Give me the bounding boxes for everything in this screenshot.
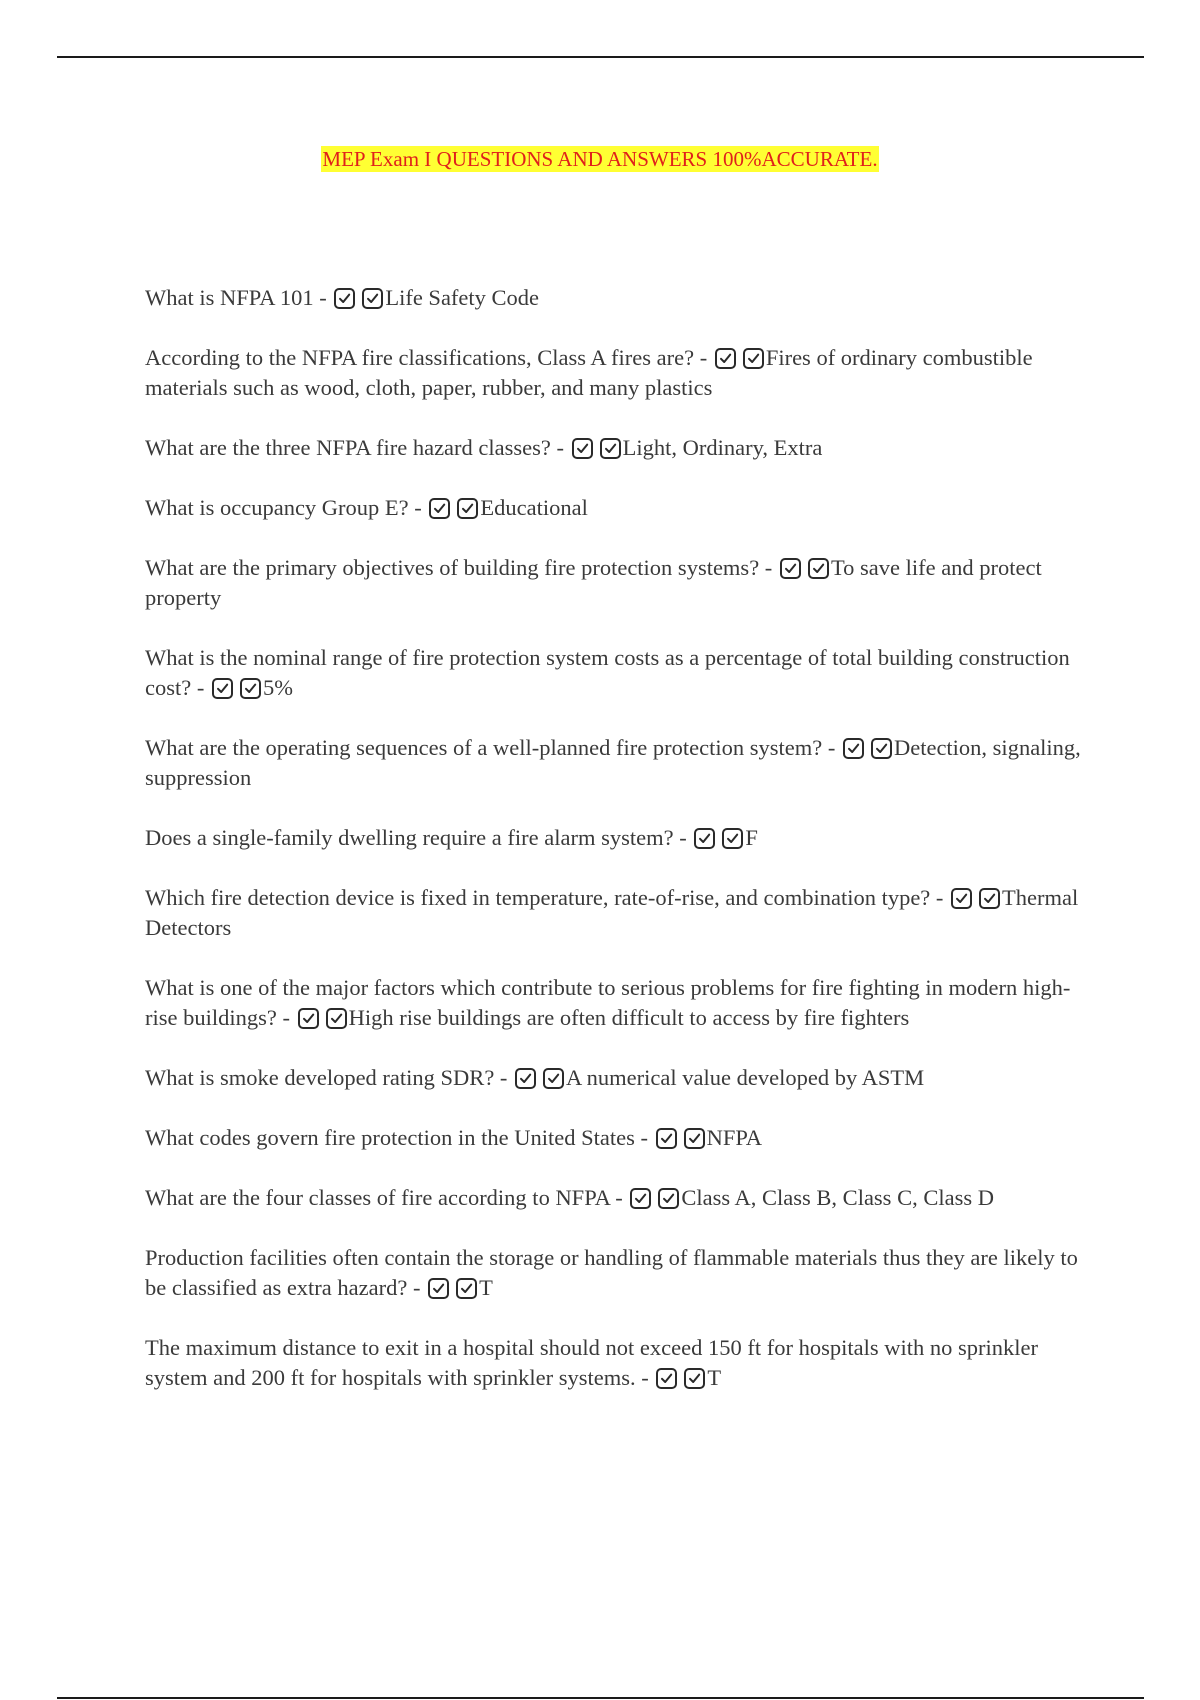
answer-text: T (479, 1275, 493, 1300)
answer-markers (630, 1183, 681, 1213)
answer-text: Light, Ordinary, Extra (622, 435, 823, 460)
checkbox-checked-icon (630, 1188, 651, 1209)
qa-list (145, 283, 1090, 1423)
checkbox-checked-icon (429, 498, 450, 519)
title-container (0, 146, 1200, 172)
checkbox-checked-icon (684, 1128, 705, 1149)
qa-item (145, 643, 1090, 703)
answer-text: Detection, signaling, suppression (145, 735, 1081, 790)
answer-text: Fires of ordinary combustible materials such as wood, cloth, paper, rubber, and many plastics (145, 345, 1033, 400)
question-text: Does a single-family dwelling require a fire alarm system? - (145, 825, 687, 850)
question-text: The maximum distance to exit in a hospital should not exceed 150 ft for hospitals with no sprinkler system and 200 ft for hospitals with sprinkler systems. - (145, 1335, 1038, 1390)
question-text: What is one of the major factors which contribute to serious problems for fire fighting in modern high-rise buildings? - (145, 975, 1071, 1030)
checkbox-checked-icon (871, 738, 892, 759)
checkbox-checked-icon (743, 348, 764, 369)
question-text: What are the four classes of fire according to NFPA - (145, 1185, 623, 1210)
answer-markers (334, 283, 385, 313)
answer-markers (429, 493, 480, 523)
answer-markers (515, 1063, 566, 1093)
question-text: What is the nominal range of fire protection system costs as a percentage of total building construction cost? - (145, 645, 1070, 700)
checkbox-checked-icon (656, 1368, 677, 1389)
qa-item (145, 973, 1090, 1033)
qa-item (145, 733, 1090, 793)
qa-item (145, 1183, 1090, 1213)
qa-item (145, 553, 1090, 613)
checkbox-checked-icon (456, 1278, 477, 1299)
checkbox-checked-icon (334, 288, 355, 309)
question-text: What is smoke developed rating SDR? - (145, 1065, 508, 1090)
question-text: What are the three NFPA fire hazard classes? - (145, 435, 564, 460)
question-text: According to the NFPA fire classifications, Class A fires are? - (145, 345, 708, 370)
question-text: What are the primary objectives of building fire protection systems? - (145, 555, 773, 580)
answer-text: T (707, 1365, 722, 1390)
qa-item (145, 1333, 1090, 1393)
answer-markers (694, 823, 745, 853)
answer-markers (656, 1123, 707, 1153)
answer-markers (212, 673, 263, 703)
checkbox-checked-icon (298, 1008, 319, 1029)
answer-markers (843, 733, 894, 763)
top-rule (57, 56, 1144, 58)
answer-text: Class A, Class B, Class C, Class D (681, 1185, 994, 1210)
qa-item (145, 1123, 1090, 1153)
checkbox-checked-icon (684, 1368, 705, 1389)
answer-markers (572, 433, 623, 463)
question-text: Production facilities often contain the storage or handling of flammable materials thus they are likely to be classified as extra hazard? - (145, 1245, 1078, 1300)
checkbox-checked-icon (212, 678, 233, 699)
answer-text: To save life and protect property (145, 555, 1042, 610)
checkbox-checked-icon (326, 1008, 347, 1029)
qa-item (145, 823, 1090, 853)
answer-text: 5% (262, 675, 293, 700)
checkbox-checked-icon (843, 738, 864, 759)
answer-text: Life Safety Code (385, 285, 540, 310)
answer-text: F (745, 825, 758, 850)
question-text: What are the operating sequences of a well-planned fire protection system? - (145, 735, 836, 760)
checkbox-checked-icon (656, 1128, 677, 1149)
checkbox-checked-icon (715, 348, 736, 369)
checkbox-checked-icon (780, 558, 801, 579)
checkbox-checked-icon (658, 1188, 679, 1209)
checkbox-checked-icon (694, 828, 715, 849)
answer-markers (951, 883, 1002, 913)
answer-text: A numerical value developed by ASTM (566, 1065, 925, 1090)
answer-text: Educational (480, 495, 588, 520)
answer-markers (428, 1273, 479, 1303)
qa-item (145, 283, 1090, 313)
checkbox-checked-icon (722, 828, 743, 849)
qa-item (145, 1063, 1090, 1093)
answer-text: High rise buildings are often difficult to access by fire fighters (348, 1005, 910, 1030)
checkbox-checked-icon (572, 438, 593, 459)
bottom-rule (57, 1697, 1144, 1699)
page-title: MEP Exam I QUESTIONS AND ANSWERS 100%ACCURATE. (322, 147, 878, 171)
qa-item (145, 493, 1090, 523)
answer-markers (780, 553, 831, 583)
answer-text: NFPA (706, 1125, 763, 1150)
checkbox-checked-icon (240, 678, 261, 699)
answer-markers (656, 1363, 707, 1393)
qa-item (145, 433, 1090, 463)
checkbox-checked-icon (951, 888, 972, 909)
question-text: What is NFPA 101 - (145, 285, 327, 310)
answer-markers (715, 343, 766, 373)
answer-markers (298, 1003, 349, 1033)
qa-item (145, 343, 1090, 403)
question-text: What codes govern fire protection in the United States - (145, 1125, 648, 1150)
checkbox-checked-icon (428, 1278, 449, 1299)
qa-item (145, 1243, 1090, 1303)
checkbox-checked-icon (543, 1068, 564, 1089)
qa-item (145, 883, 1090, 943)
checkbox-checked-icon (808, 558, 829, 579)
checkbox-checked-icon (979, 888, 1000, 909)
checkbox-checked-icon (362, 288, 383, 309)
question-text: What is occupancy Group E? - (145, 495, 422, 520)
checkbox-checked-icon (515, 1068, 536, 1089)
checkbox-checked-icon (600, 438, 621, 459)
question-text: Which fire detection device is fixed in temperature, rate-of-rise, and combination type? - (145, 885, 944, 910)
answer-text: Thermal Detectors (145, 885, 1079, 940)
checkbox-checked-icon (457, 498, 478, 519)
